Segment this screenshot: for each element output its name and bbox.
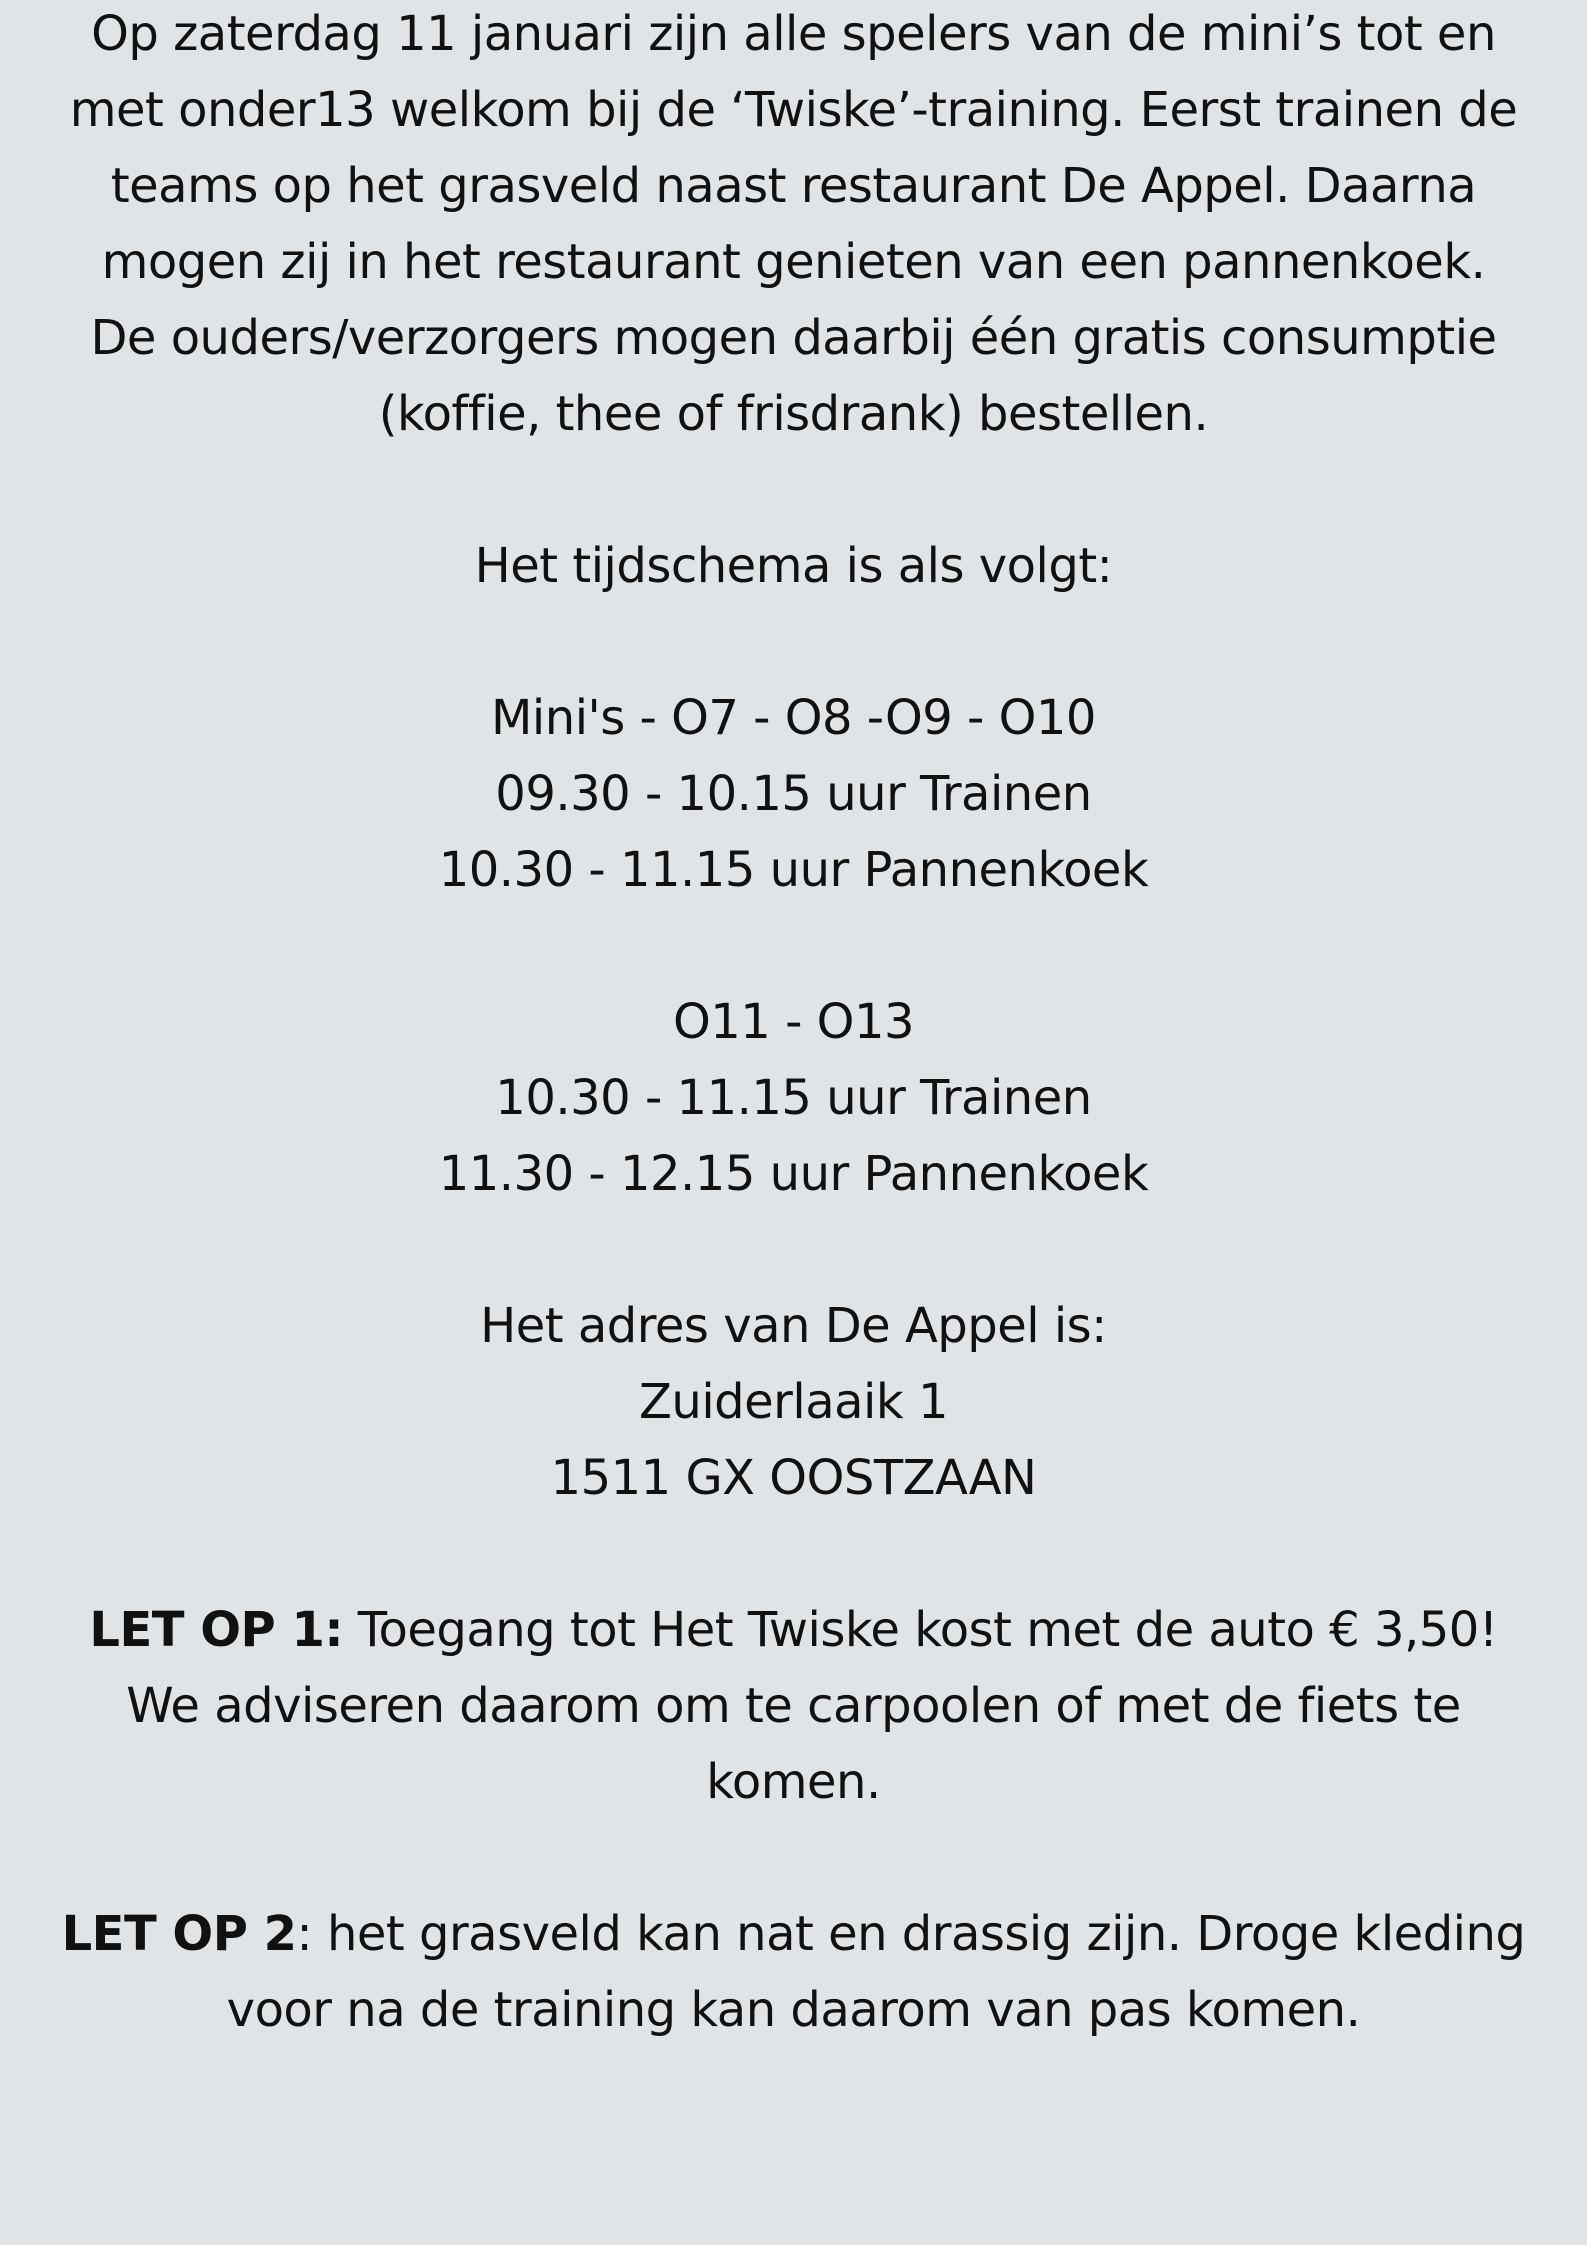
notice2-line-2: voor na de training kan daarom van pas komen.: [226, 1982, 1361, 2038]
intro-line-3: teams op het grasveld naast restaurant De Appel. Daarna: [110, 158, 1477, 214]
intro-line-2: met onder13 welkom bij de ‘Twiske’-training. Eerst trainen de: [69, 82, 1518, 138]
address-street: Zuiderlaaik 1: [639, 1374, 948, 1430]
group2-training-time: 10.30 - 11.15 uur Trainen: [495, 1070, 1092, 1126]
group1-teams: Mini's - O7 - O8 -O9 - O10: [491, 690, 1096, 746]
intro-line-6: (koffie, thee of frisdrank) bestellen.: [378, 386, 1209, 442]
notice1-label: LET OP 1:: [89, 1602, 344, 1658]
address-city: 1511 GX OOSTZAAN: [550, 1450, 1037, 1506]
group2-teams: O11 - O13: [672, 994, 915, 1050]
address-heading: Het adres van De Appel is:: [480, 1298, 1107, 1354]
group2-pancake-time: 11.30 - 12.15 uur Pannenkoek: [438, 1146, 1149, 1202]
group1-training-time: 09.30 - 10.15 uur Trainen: [495, 766, 1092, 822]
intro-line-5: De ouders/verzorgers mogen daarbij één gratis consumptie: [90, 310, 1497, 366]
group1-pancake-time: 10.30 - 11.15 uur Pannenkoek: [438, 842, 1149, 898]
notice1-text-1: Toegang tot Het Twiske kost met de auto € 3,50!: [343, 1602, 1498, 1658]
notice2-text-1: : het grasveld kan nat en drassig zijn. Droge kleding: [296, 1906, 1526, 1962]
notice1-line-1: [0, 1592, 1587, 1668]
intro-line-4: mogen zij in het restaurant genieten van een pannenkoek.: [101, 234, 1486, 290]
notice2-line-1: [0, 1896, 1587, 1972]
notice1-line-2: We adviseren daarom om te carpoolen of met de fiets te: [126, 1678, 1461, 1734]
notice1-line-3: komen.: [706, 1754, 881, 1810]
notice2-label: LET OP 2: [61, 1906, 297, 1962]
intro-line-1: Op zaterdag 11 januari zijn alle spelers van de mini’s tot en: [91, 6, 1496, 62]
schedule-heading: Het tijdschema is als volgt:: [474, 538, 1113, 594]
